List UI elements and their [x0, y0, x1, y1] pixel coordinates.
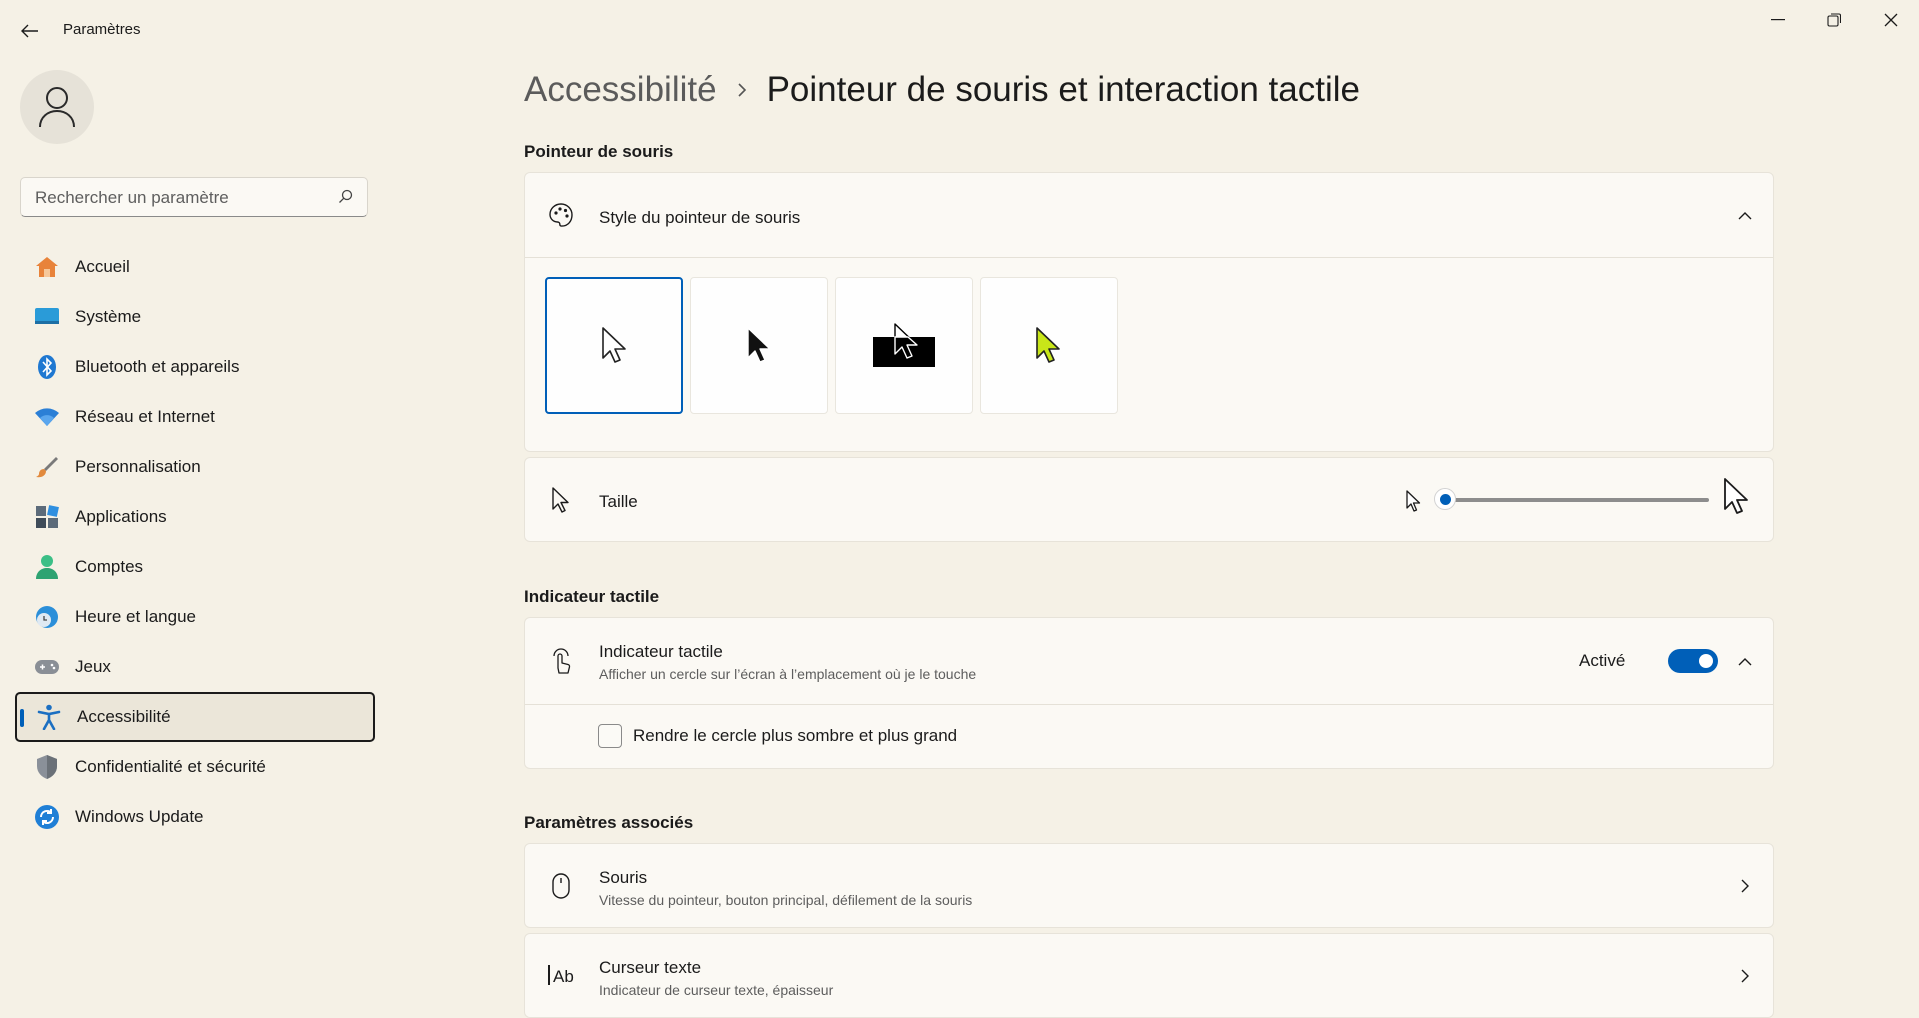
chevron-right-icon — [737, 82, 747, 98]
page-title: Pointeur de souris et interaction tactile — [766, 70, 1360, 109]
pointer-style-custom[interactable] — [980, 277, 1118, 414]
time-language-icon — [33, 603, 61, 631]
apps-icon — [33, 503, 61, 531]
darker-circle-label[interactable]: Rendre le cercle plus sombre et plus grand — [633, 726, 958, 745]
pointer-style-header[interactable] — [525, 173, 1773, 257]
small-cursor-icon — [1405, 489, 1421, 518]
sidebar-item-heure-langue[interactable] — [15, 592, 375, 642]
sidebar-item-accessibilite[interactable] — [15, 692, 375, 742]
related-text-cursor-card[interactable] — [524, 933, 1774, 1018]
sidebar-item-label: Accessibilité — [77, 707, 171, 726]
sidebar-item-label: Bluetooth et appareils — [75, 357, 240, 376]
sidebar-item-systeme[interactable] — [15, 292, 375, 342]
title-bar — [0, 0, 1919, 58]
home-icon — [33, 253, 61, 281]
sidebar-item-windows-update[interactable] — [15, 792, 375, 842]
related-mouse-subtitle: Vitesse du pointeur, bouton principal, défilement de la souris — [599, 892, 973, 908]
chevron-right-icon — [1735, 876, 1755, 896]
gamepad-icon — [33, 653, 61, 681]
back-button[interactable] — [14, 16, 46, 46]
sidebar-item-personnalisation[interactable] — [15, 442, 375, 492]
accessibility-icon — [35, 703, 63, 731]
related-mouse-title: Souris — [599, 868, 648, 887]
user-icon — [37, 85, 77, 129]
sidebar-item-label: Réseau et Internet — [75, 407, 215, 426]
shield-icon — [33, 753, 61, 781]
inverted-cursor-icon — [871, 322, 937, 370]
palette-icon — [547, 201, 575, 229]
white-cursor-icon — [601, 326, 627, 366]
search-input[interactable] — [33, 178, 337, 218]
sidebar-item-accueil[interactable] — [15, 242, 375, 292]
sidebar-item-label: Windows Update — [75, 807, 204, 826]
divider — [525, 257, 1773, 258]
large-cursor-icon — [1723, 477, 1749, 522]
touch-indicator-toggle[interactable] — [1668, 649, 1718, 673]
chevron-right-icon — [1735, 966, 1755, 986]
close-button[interactable] — [1863, 0, 1919, 40]
touch-indicator-card — [524, 617, 1774, 769]
sidebar-item-label: Accueil — [75, 257, 130, 276]
pointer-style-white[interactable] — [545, 277, 683, 414]
custom-color-cursor-icon — [1035, 326, 1063, 366]
touch-toggle-state: Activé — [1579, 651, 1626, 670]
sidebar-item-label: Jeux — [75, 657, 111, 676]
restore-button[interactable] — [1806, 0, 1862, 40]
sidebar-item-jeux[interactable] — [15, 642, 375, 692]
pointer-size-slider-thumb[interactable] — [1434, 488, 1456, 510]
close-icon — [1884, 13, 1898, 27]
sidebar-item-applications[interactable] — [15, 492, 375, 542]
chevron-up-icon[interactable] — [1735, 651, 1755, 671]
bluetooth-icon — [33, 353, 61, 381]
wifi-icon — [33, 403, 61, 431]
breadcrumb-parent[interactable]: Accessibilité — [524, 70, 717, 109]
sidebar-item-label: Comptes — [75, 557, 144, 576]
touch-indicator-subtitle: Afficher un cercle sur l’écran à l’emplacement où je le touche — [599, 666, 977, 682]
text-cursor-icon — [547, 961, 577, 989]
pointer-size-label: Taille — [599, 492, 638, 511]
avatar[interactable] — [20, 70, 94, 144]
sidebar-item-label: Confidentialité et sécurité — [75, 757, 266, 776]
app-title: Paramètres — [63, 21, 141, 38]
touch-indicator-title: Indicateur tactile — [599, 642, 723, 661]
accounts-icon — [33, 553, 61, 581]
related-mouse-card[interactable] — [524, 843, 1774, 928]
section-title-pointer: Pointeur de souris — [524, 142, 674, 161]
related-text-cursor-title: Curseur texte — [599, 958, 702, 977]
sidebar-nav — [15, 242, 375, 842]
restore-icon — [1827, 13, 1841, 27]
breadcrumb — [524, 70, 1360, 110]
system-icon — [33, 303, 61, 331]
sidebar-item-label: Heure et langue — [75, 607, 196, 626]
update-icon — [33, 803, 61, 831]
section-title-related: Paramètres associés — [524, 813, 694, 832]
chevron-up-icon[interactable] — [1735, 205, 1755, 225]
divider — [525, 704, 1773, 705]
sidebar-item-confidentialite[interactable] — [15, 742, 375, 792]
sidebar-item-bluetooth[interactable] — [15, 342, 375, 392]
section-title-touch: Indicateur tactile — [524, 587, 660, 606]
cursor-icon — [547, 486, 575, 514]
brush-icon — [33, 453, 61, 481]
mouse-icon — [547, 872, 575, 900]
sidebar-item-label: Système — [75, 307, 142, 326]
search-icon[interactable] — [338, 189, 353, 209]
arrow-left-icon — [21, 24, 39, 38]
darker-circle-checkbox[interactable] — [598, 724, 622, 748]
black-cursor-icon — [746, 326, 772, 366]
sidebar-item-comptes[interactable] — [15, 542, 375, 592]
sidebar-item-reseau[interactable] — [15, 392, 375, 442]
sidebar-item-label: Applications — [75, 507, 167, 526]
search-box[interactable] — [20, 177, 368, 217]
minimize-icon — [1771, 19, 1785, 21]
sidebar-item-label: Personnalisation — [75, 457, 201, 476]
minimize-button[interactable] — [1750, 0, 1806, 40]
touch-icon — [547, 646, 575, 674]
svg-text:Ab: Ab — [553, 967, 574, 986]
pointer-size-slider-track[interactable] — [1453, 498, 1709, 502]
pointer-style-title: Style du pointeur de souris — [599, 208, 801, 227]
pointer-style-inverted[interactable] — [835, 277, 973, 414]
pointer-style-black[interactable] — [690, 277, 828, 414]
related-text-cursor-subtitle: Indicateur de curseur texte, épaisseur — [599, 982, 834, 998]
